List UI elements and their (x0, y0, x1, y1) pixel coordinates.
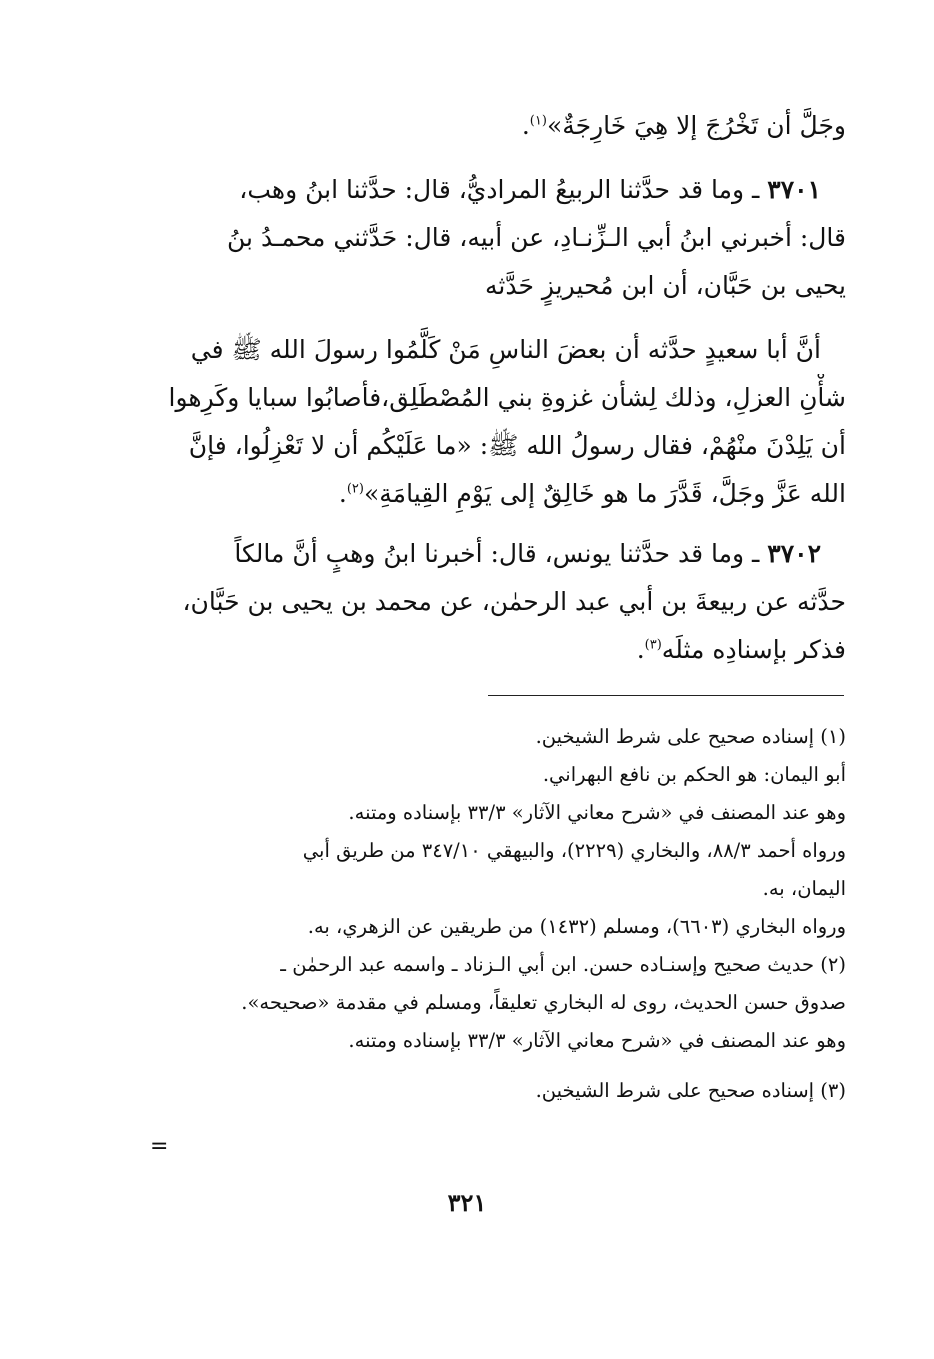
footnote-1-line-6: ورواه البخاري (٦٦٠٣)، ومسلم (١٤٣٢) من طريقين عن الزهري، به. (307, 915, 846, 938)
footnote-ref-1: (١) (529, 113, 547, 129)
footnote-1-line-3: وهو عند المصنف في «شرح معاني الآثار» ٣٣/٣ بإسناده ومتنه. (348, 801, 846, 824)
lead-line-text (140, 102, 846, 150)
paragraph-line-3: أن يَلِدْنَ منْهُمْ، فقال رسولُ الله ﷺ: «ما عَلَيْكُم أن لا تَعْزِلُوا، فإنَّ (188, 431, 846, 460)
footnotes (140, 718, 846, 1110)
paragraph-end: . (338, 479, 347, 508)
lead-line-content: وجَلَّ أن تَخْرُجَ إلا هِيَ خَارِجَةٌ» (546, 111, 846, 140)
hadith-3702 (140, 530, 846, 674)
hadith-3702-line-1 (140, 530, 846, 578)
hadith-3701 (140, 166, 846, 310)
hadith-3702-text-1: ـ وما قد حدَّثنا يونس، قال: أخبرنا ابنُ وهبٍ أنَّ مالكاً (234, 539, 760, 568)
paragraph-line-1 (140, 326, 846, 374)
footnote-separator (488, 695, 844, 696)
page-number: ٣٢١ (447, 1188, 487, 1217)
hadith-3701-line-2: قال: أخبرني ابنُ أبي الـزِّنـادِ، عن أبيه، قال: حَدَّثني محمـدُ بنُ (227, 223, 846, 252)
footnote-1-line-1: (١) إسناده صحيح على شرط الشيخين. (535, 725, 846, 748)
paragraph-line-2: شأْنِ العزلِ، وذلك لِشأن غزوةِ بني المُصْطَلِق،فأصابُوا سبايا وكَرِهوا (168, 383, 846, 412)
hadith-3702-text-3: فذكر بإسنادِه مثلَه (661, 635, 846, 664)
hadith-3701-paragraph (140, 326, 846, 518)
hadith-3701-line-3: يحيى بن حَبَّان، أن ابن مُحيريزٍ حَدَّثه (485, 271, 846, 300)
footnote-ref-2: (٢) (346, 481, 364, 497)
hadith-3701-line-1 (140, 166, 846, 214)
paragraph-text-1: أنَّ أبا سعيدٍ حدَّثه أن بعضَ الناسِ مَنْ كَلَّمُوا رسولَ الله ﷺ في (190, 335, 821, 364)
footnote-2-line-2: صدوق حسن الحديث، روى له البخاري تعليقاً، ومسلم في مقدمة «صحيحه». (241, 991, 846, 1014)
footnote-1-line-4: ورواه أحمد ٨٨/٣، والبخاري (٢٢٢٩)، والبيهقي ٣٤٧/١٠ من طريق أبي (302, 839, 846, 862)
hadith-number: ٣٧٠١ (767, 175, 821, 204)
footnote-2-line-3: وهو عند المصنف في «شرح معاني الآثار» ٣٣/٣ بإسناده ومتنه. (348, 1029, 846, 1052)
lead-line-end: . (521, 111, 530, 140)
hadith-3702-line-3 (140, 626, 846, 674)
paragraph-text-4: الله عَزَّ وجَلَّ، قَدَّرَ ما هو خَالِقٌ إلى يَوْمِ القِيامَةِ» (363, 479, 846, 508)
paragraph-line-4 (140, 470, 846, 518)
hadith-3702-end: . (636, 635, 645, 664)
lead-line (140, 102, 846, 150)
footnote-1-line-2: أبو اليمان: هو الحكم بن نافع البهراني. (542, 763, 846, 786)
hadith-3701-text-1: ـ وما قد حدَّثنا الربيعُ المراديُّ، قال: حدَّثنا ابنُ وهب، (239, 175, 760, 204)
footnote-2-line-1: (٢) حديث صحيح وإسنـاده حسن. ابن أبي الـزناد ـ واسمه عبد الرحمٰن ـ (280, 953, 846, 976)
hadith-number: ٣٧٠٢ (767, 539, 821, 568)
hadith-3702-line-2: حدَّثه عن ربيعةَ بن أبي عبد الرحمٰن، عن محمد بن يحيى بن حَبَّان، (182, 587, 846, 616)
continuation-mark: = (150, 1134, 169, 1159)
footnote-1-line-5: اليمان، به. (762, 877, 846, 900)
footnote-ref-3: (٣) (644, 637, 662, 653)
footnote-3-line-1: (٣) إسناده صحيح على شرط الشيخين. (535, 1079, 846, 1102)
